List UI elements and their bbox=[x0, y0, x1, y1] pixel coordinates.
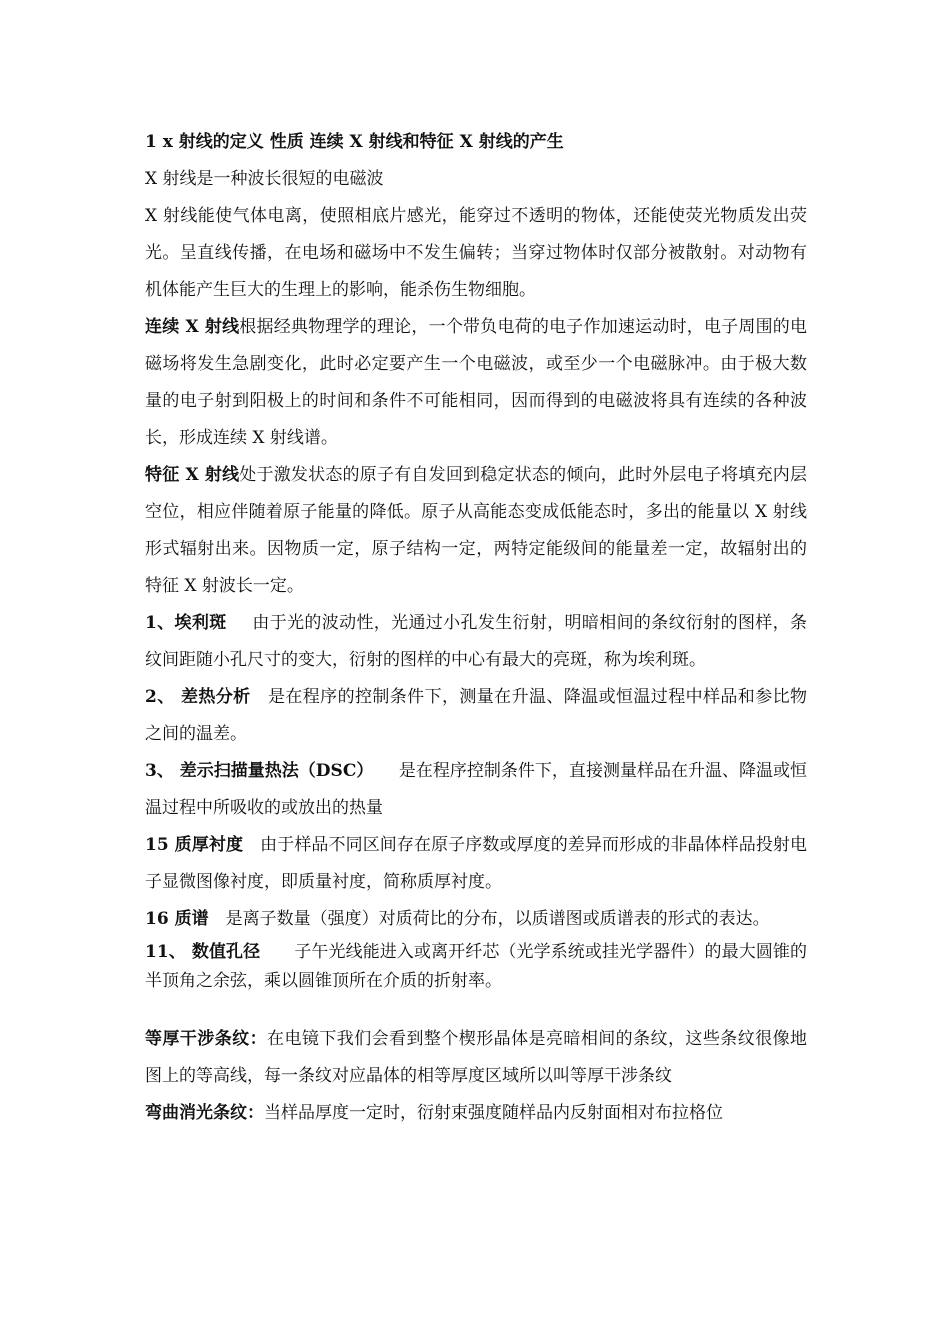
definition-dsc: 是在程序控制条件下，直接测量样品在升温、降温或恒温过程中所吸收的或放出的热量 bbox=[145, 761, 808, 818]
definition-dta: 是在程序的控制条件下，测量在升温、降温或恒温过程中样品和参比物之间的温差。 bbox=[145, 687, 808, 744]
paragraph-numerical-aperture bbox=[145, 938, 807, 996]
paragraph-bend-extinction-contours bbox=[145, 1095, 807, 1132]
paragraph-mass-thickness-contrast bbox=[145, 827, 807, 901]
term-equal-thickness-fringes: 等厚干涉条纹： bbox=[145, 1029, 268, 1049]
definition-characteristic-xray: 处于激发状态的原子有自发回到稳定状态的倾向，此时外层电子将填充内层空位，相应伴随着原子能量的降低。原子从高能态变成低能态时，多出的能量以 X 射线形式辐射出来。因物质一定，原子结构一定，两特定能级间的能量差一定，故辐射出的特征 X 射波长一定。 bbox=[145, 465, 808, 596]
paragraph-dta bbox=[145, 679, 807, 753]
definition-mass-thickness-contrast: 由于样品不同区间存在原子序数或厚度的差异而形成的非晶体样品投射电子显微图像衬度，即质量衬度，简称质厚衬度。 bbox=[145, 835, 808, 892]
paragraph-mass-spectrum bbox=[145, 901, 807, 938]
document-body bbox=[145, 124, 807, 1132]
term-dsc: 3、 差示扫描量热法（DSC） bbox=[145, 761, 374, 781]
term-continuous-xray: 连续 X 射线 bbox=[145, 317, 240, 337]
term-numerical-aperture: 11、 数值孔径 bbox=[145, 942, 261, 962]
term-dta: 2、 差热分析 bbox=[145, 687, 251, 707]
definition-airy-disk: 由于光的波动性，光通过小孔发生衍射，明暗相间的条纹衍射的图样，条纹间距随小孔尺寸的变大，衍射的图样的中心有最大的亮斑，称为埃利斑。 bbox=[145, 613, 807, 670]
definition-mass-spectrum: 是离子数量（强度）对质荷比的分布，以质谱图或质谱表的形式的表达。 bbox=[225, 909, 770, 929]
section-heading: 1 x 射线的定义 性质 连续 X 射线和特征 X 射线的产生 bbox=[145, 132, 564, 152]
paragraph-continuous-xray bbox=[145, 309, 807, 457]
paragraph-characteristic-xray bbox=[145, 457, 807, 605]
paragraph-gap bbox=[145, 996, 807, 1021]
term-mass-thickness-contrast: 15 质厚衬度 bbox=[145, 835, 244, 855]
definition-continuous-xray: 根据经典物理学的理论，一个带负电荷的电子作加速运动时，电子周围的电磁场将发生急剧变化，此时必定要产生一个电磁波，或至少一个电磁脉冲。由于极大数量的电子射到阳极上的时间和条件不可能相同，因而得到的电磁波将具有连续的各种波长，形成连续 X 射线谱。 bbox=[145, 317, 808, 448]
definition-equal-thickness-fringes: 在电镜下我们会看到整个楔形晶体是亮暗相间的条纹，这些条纹很像地图上的等高线，每一条纹对应晶体的相等厚度区域所以叫等厚干涉条纹 bbox=[145, 1029, 808, 1086]
definition-numerical-aperture: 子午光线能进入或离开纤芯（光学系统或挂光学器件）的最大圆锥的半顶角之余弦，乘以圆锥顶所在介质的折射率。 bbox=[145, 942, 808, 991]
paragraph-properties: X 射线能使气体电离，使照相底片感光，能穿过不透明的物体，还能使荧光物质发出荧光。呈直线传播，在电场和磁场中不发生偏转；当穿过物体时仅部分被散射。对动物有机体能产生巨大的生理上的影响，能杀伤生物细胞。 bbox=[145, 206, 807, 300]
term-mass-spectrum: 16 质谱 bbox=[145, 909, 209, 929]
paragraph-dsc bbox=[145, 753, 807, 827]
paragraph-airy-disk bbox=[145, 605, 807, 679]
paragraph-definition: X 射线是一种波长很短的电磁波 bbox=[145, 169, 384, 189]
paragraph-equal-thickness-fringes bbox=[145, 1021, 807, 1095]
term-bend-extinction-contours: 弯曲消光条纹： bbox=[145, 1103, 264, 1123]
term-airy-disk: 1、埃利斑 bbox=[145, 613, 227, 633]
definition-bend-extinction-contours: 当样品厚度一定时，衍射束强度随样品内反射面相对布拉格位 bbox=[264, 1103, 723, 1123]
term-characteristic-xray: 特征 X 射线 bbox=[145, 465, 240, 485]
